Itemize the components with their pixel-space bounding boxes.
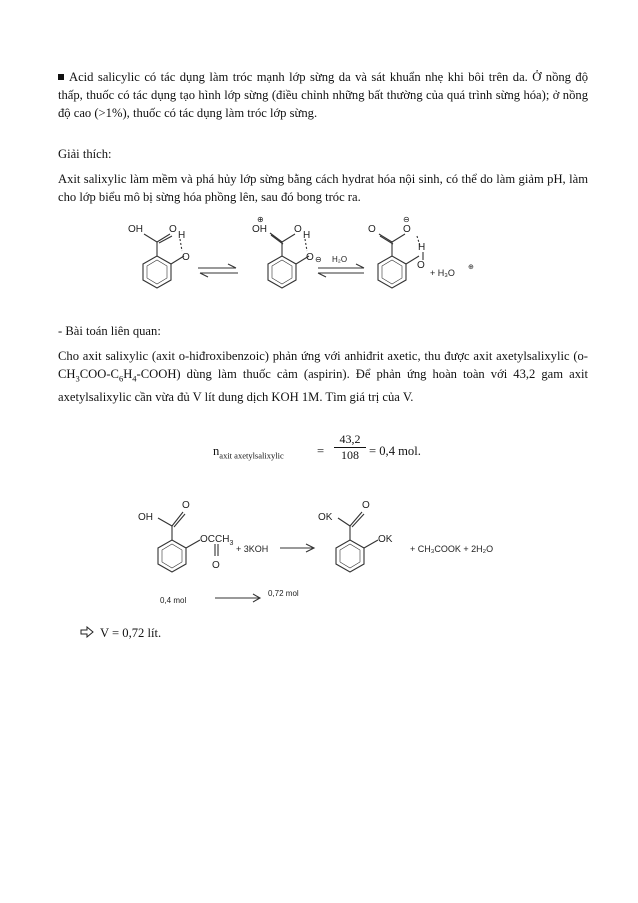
s2-oh-label: OH (252, 224, 267, 235)
occh3-label: $OCCH_3$ (200, 534, 234, 547)
hydronium-charge: ⊕ (468, 264, 474, 271)
s2-minus-charge: ⊖ (315, 255, 322, 264)
s1-oh-label: OH (128, 224, 143, 235)
ok-label: OK (318, 512, 333, 523)
plus-koh-label: + 3KOH (236, 544, 269, 554)
s2-o-top-label: O (182, 500, 190, 511)
conclusion-line (80, 626, 161, 641)
s2-o-label: O (306, 252, 314, 263)
explanation-heading: Giải thích: (58, 147, 112, 161)
problem-heading: - Bài toán liên quan: (58, 324, 161, 338)
s1-o-label: O (182, 252, 190, 263)
s3-o-label: O (417, 260, 425, 271)
conclusion-text: V = 0,72 lít. (100, 626, 162, 640)
s3-h-label: H (418, 242, 426, 253)
s3-minus-charge: ⊖ (403, 215, 410, 224)
explanation-text: Axit salixylic làm mềm và phá hủy lớp sừng bằng cách hydrat hóa nội sinh, có thể do làm giảm pH, làm cho lớp biểu mô bị sừng hóa phồng lên, sau đó bong tróc ra. (58, 172, 588, 204)
intro-paragraph (58, 68, 588, 122)
s2-o-bottom-label: O (212, 560, 220, 571)
fraction: $\frac{43,2}{108}$ (334, 432, 366, 463)
mol-right-label: 0,72 mol (268, 589, 299, 598)
hydronium-label: + H₃O (430, 268, 455, 278)
outline-arrow-icon (80, 626, 94, 638)
problem-text: Cho axit salixylic (axit o-hiđroxibenzoic) phản ứng với anhiđrit axetic, thu được axit axetylsalixylic $(o-CH_3COO-C_6H_4-COOH)$ dùng làm thuốc cảm (aspirin). Để phản ứng hoàn toàn với 43,2 gam axit axetylsalixylic cần vừa đủ V lít dung dịch KOH 1M. Tìm giá trị của V. (58, 349, 588, 404)
aspirin-koh-scheme (120, 490, 540, 610)
s1-o-top-label: O (169, 224, 177, 235)
s3-o-label: O (368, 224, 376, 235)
s1-h-label: H (178, 230, 186, 241)
mol-left-label: 0,4 mol (160, 596, 187, 605)
s3-o-top-label: O (403, 224, 411, 235)
water-label: H₂O (332, 255, 348, 264)
ok2-label: OK (378, 534, 393, 545)
s2-h-label: H (303, 230, 311, 241)
s2-o-top-label: O (294, 224, 302, 235)
products-label: + CH₃COOK + 2H₂O (410, 544, 494, 554)
square-bullet-icon (58, 74, 64, 80)
intro-text: Acid salicylic có tác dụng làm tróc mạnh lớp sừng da và sát khuẩn nhẹ khi bôi trên da. Ở nồng độ thấp, thuốc có tác dụng tạo hình lớp sừng (điều chỉnh những bất thường của quá trình sừng hóa); ở nồng độ cao (>1%), thuốc có tác dụng làm tróc lớp sừng. (58, 70, 588, 120)
p-o-top-label: O (362, 500, 370, 511)
s2-plus-charge: ⊕ (257, 215, 264, 224)
salicylic-dissociation-scheme (110, 210, 510, 310)
moles-formula: $n_{axit axetylsalixylic}$ = $\frac{43,2}{108}$ = 0,4 mol. (213, 432, 421, 462)
s2-oh-label: OH (138, 512, 153, 523)
